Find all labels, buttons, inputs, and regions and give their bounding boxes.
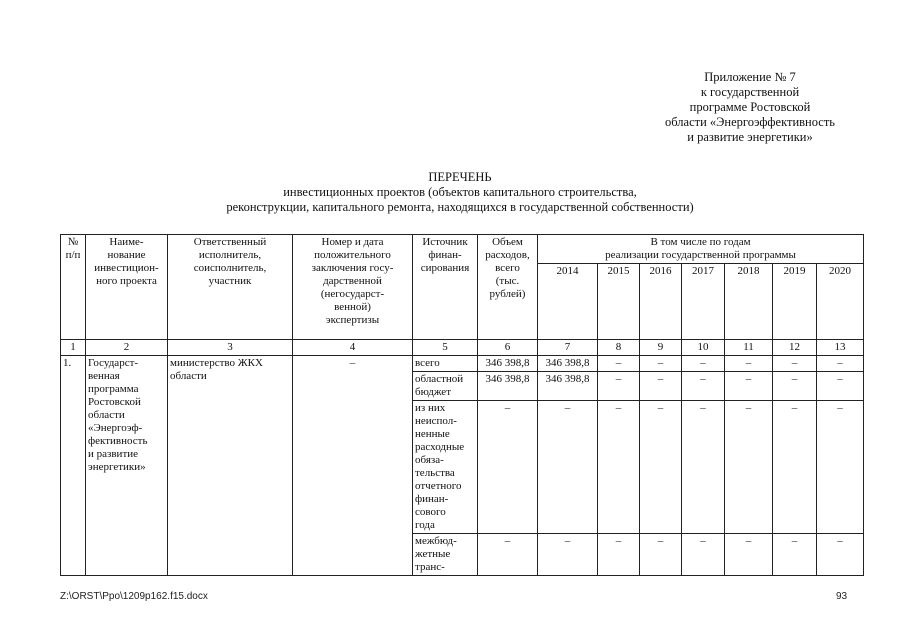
year-value: – [773, 534, 817, 576]
year-value: – [682, 356, 725, 372]
volume-total: 346 398,8 [478, 356, 538, 372]
funding-source-line: всего [415, 357, 440, 369]
header-text: Объем [492, 236, 523, 248]
column-number: 12 [773, 340, 817, 356]
header-text: расходов, [485, 249, 530, 261]
header-row [61, 235, 864, 264]
table-row [61, 356, 864, 372]
year-value: – [682, 372, 725, 401]
funding-source [413, 534, 478, 576]
column-number: 5 [413, 340, 478, 356]
expertise-conclusion: – [293, 356, 413, 576]
appendix-line: области «Энергоэффективность [664, 115, 835, 129]
column-number: 13 [817, 340, 864, 356]
row-number: 1. [61, 356, 86, 576]
column-number: 4 [293, 340, 413, 356]
funding-source-line: тельства [415, 467, 455, 479]
header-years-group [538, 235, 864, 264]
document-title [60, 170, 860, 215]
project-name-line: области [88, 409, 125, 421]
volume-total: 346 398,8 [478, 372, 538, 401]
funding-source-line: сового [415, 506, 446, 518]
year-value: – [640, 534, 682, 576]
page-number: 93 [836, 591, 848, 602]
executor [168, 356, 293, 576]
year-value: – [538, 534, 598, 576]
funding-source [413, 372, 478, 401]
header-text: п/п [65, 249, 81, 261]
header-num [61, 235, 86, 340]
header-year: 2014 [538, 264, 598, 340]
header-text: дарственной [323, 275, 382, 287]
project-name-line: фективность [88, 435, 148, 447]
header-executor [168, 235, 293, 340]
year-value: – [682, 401, 725, 534]
year-value: – [773, 401, 817, 534]
header-text: экспертизы [325, 314, 380, 326]
header-text: заключения госу- [311, 262, 394, 274]
year-value: – [640, 372, 682, 401]
header-text: соисполнитель, [193, 262, 267, 274]
funding-source [413, 401, 478, 534]
title-heading: ПЕРЕЧЕНЬ [428, 170, 492, 184]
column-number: 1 [61, 340, 86, 356]
executor-line: области [170, 370, 207, 382]
year-value: – [725, 372, 773, 401]
year-value: – [640, 356, 682, 372]
year-value: 346 398,8 [538, 372, 598, 401]
project-name-line: венная [88, 370, 120, 382]
header-text: рублей) [489, 288, 526, 300]
funding-source-line: областной [415, 373, 464, 385]
column-number: 8 [598, 340, 640, 356]
funding-source-line: ненные [415, 428, 450, 440]
funding-source-line: обяза- [415, 454, 444, 466]
year-value: – [598, 401, 640, 534]
funding-source-line: транс- [415, 561, 445, 573]
header-text: (тыс. [495, 275, 520, 287]
year-value: – [817, 356, 864, 372]
header-text: всего [495, 262, 520, 274]
year-value: – [773, 372, 817, 401]
header-text: венной) [334, 301, 371, 313]
project-name-line: «Энергоэф- [88, 422, 143, 434]
year-value: – [817, 401, 864, 534]
year-value: – [817, 534, 864, 576]
header-text: финан- [428, 249, 462, 261]
header-text: В том числе по годам [650, 236, 751, 248]
appendix-line: программе Ростовской [689, 100, 811, 114]
volume-total: – [478, 534, 538, 576]
project-name-line: Ростовской [88, 396, 141, 408]
column-number: 9 [640, 340, 682, 356]
title-line: инвестиционных проектов (объектов капитального строительства, [283, 185, 637, 199]
header-text: Номер и дата [321, 236, 384, 248]
executor-line: министерство ЖКХ [170, 357, 263, 369]
header-text: исполнитель, [198, 249, 262, 261]
year-value: 346 398,8 [538, 356, 598, 372]
funding-source-line: года [415, 519, 435, 531]
header-text: ного проекта [96, 275, 157, 287]
header-volume [478, 235, 538, 340]
header-text: инвестицион- [94, 262, 159, 274]
year-value: – [817, 372, 864, 401]
header-year: 2020 [817, 264, 864, 340]
funding-source [413, 356, 478, 372]
project-name [86, 356, 168, 576]
header-year: 2018 [725, 264, 773, 340]
header-text: № [67, 236, 79, 248]
column-number: 11 [725, 340, 773, 356]
header-text: положительного [314, 249, 391, 261]
year-value: – [773, 356, 817, 372]
header-text: нование [107, 249, 146, 261]
header-text: Источник [422, 236, 468, 248]
volume-total: – [478, 401, 538, 534]
funding-source-line: неиспол- [415, 415, 457, 427]
project-name-line: энергетики» [88, 461, 146, 473]
appendix-caption [630, 70, 870, 145]
year-value: – [538, 401, 598, 534]
header-name [86, 235, 168, 340]
year-value: – [725, 356, 773, 372]
investment-projects-table [60, 234, 864, 576]
file-path: Z:\ORST\Ppo\1209p162.f15.docx [60, 591, 208, 602]
title-line: реконструкции, капитального ремонта, находящихся в государственной собственности) [226, 200, 694, 214]
header-year: 2017 [682, 264, 725, 340]
funding-source-line: из них [415, 402, 446, 414]
column-number: 6 [478, 340, 538, 356]
header-text: (негосударст- [320, 288, 385, 300]
appendix-line: к государственной [700, 85, 800, 99]
header-text: Наиме- [109, 236, 144, 248]
year-value: – [598, 372, 640, 401]
header-year: 2016 [640, 264, 682, 340]
header-source [413, 235, 478, 340]
header-text: Ответственный [193, 236, 267, 248]
header-text: сирования [420, 262, 470, 274]
funding-source-line: жетные [415, 548, 451, 560]
year-value: – [725, 534, 773, 576]
column-number: 3 [168, 340, 293, 356]
year-value: – [682, 534, 725, 576]
project-name-line: и развитие [88, 448, 139, 460]
funding-source-line: отчетного [415, 480, 462, 492]
funding-source-line: межбюд- [415, 535, 457, 547]
year-value: – [598, 534, 640, 576]
column-number: 2 [86, 340, 168, 356]
column-number: 7 [538, 340, 598, 356]
year-value: – [725, 401, 773, 534]
funding-source-line: финан- [415, 493, 449, 505]
header-conclusion [293, 235, 413, 340]
appendix-line: и развитие энергетики» [687, 130, 813, 144]
header-year: 2019 [773, 264, 817, 340]
funding-source-line: расходные [415, 441, 465, 453]
column-numbers-row [61, 340, 864, 356]
project-name-line: программа [88, 383, 139, 395]
header-text: реализации государственной программы [605, 249, 796, 261]
column-number: 10 [682, 340, 725, 356]
year-value: – [640, 401, 682, 534]
header-year: 2015 [598, 264, 640, 340]
project-name-line: Государст- [88, 357, 139, 369]
appendix-line: Приложение № 7 [704, 70, 796, 84]
year-value: – [598, 356, 640, 372]
header-text: участник [208, 275, 252, 287]
funding-source-line: бюджет [415, 386, 451, 398]
